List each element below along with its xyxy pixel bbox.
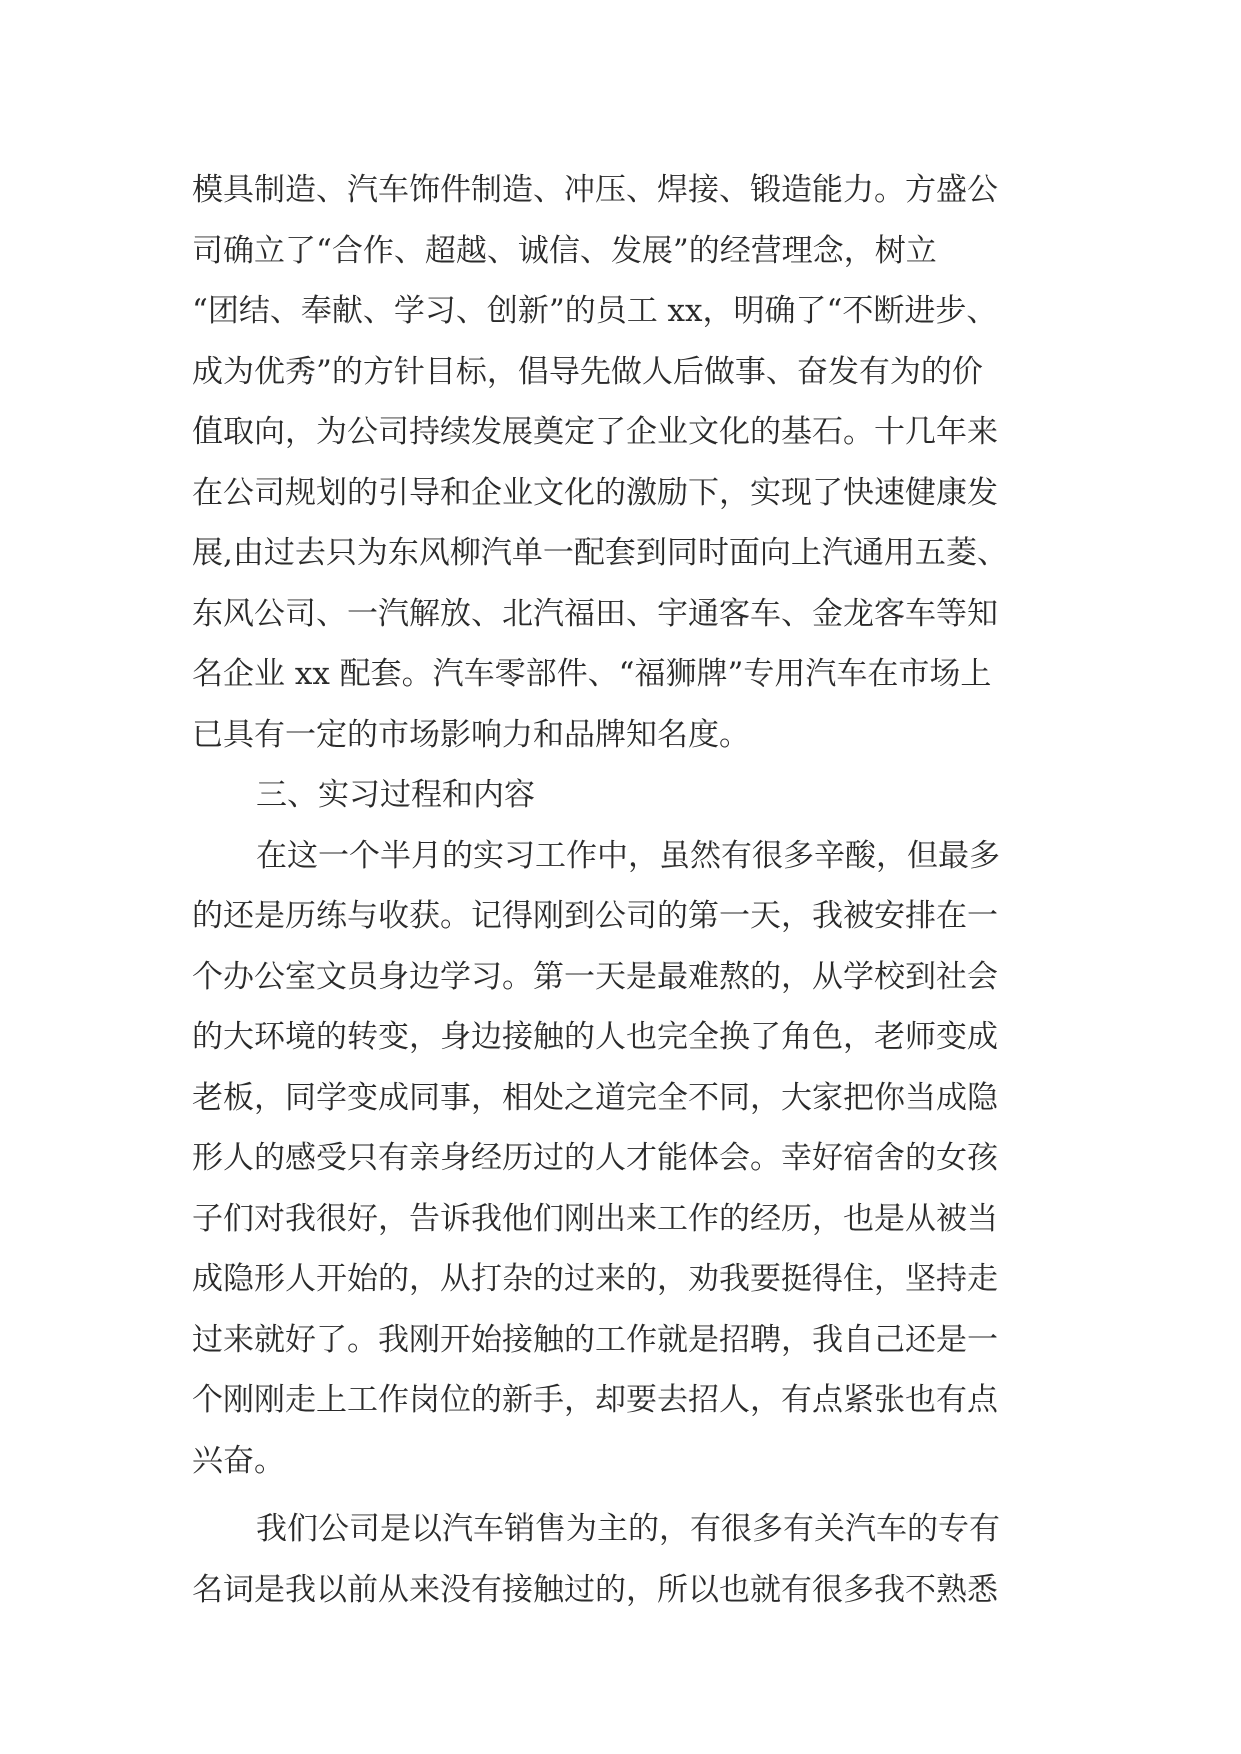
section-heading: 三、实习过程和内容 xyxy=(256,777,535,813)
text-line: 模具制造、汽车饰件制造、冲压、焊接、锻造能力。方盛公 xyxy=(192,172,998,208)
text-line: 展,由过去只为东风柳汽单一配套到同时面向上汽通用五菱、 xyxy=(192,535,1008,571)
text-line: 在公司规划的引导和企业文化的激励下，实现了快速健康发 xyxy=(192,474,998,511)
text-line: 老板，同学变成同事，相处之道完全不同，大家把你当成隐 xyxy=(192,1079,998,1116)
document-body xyxy=(192,160,1072,1620)
text-line: 个刚刚走上工作岗位的新手，却要去招人，有点紧张也有点 xyxy=(192,1382,998,1418)
paragraph-first-line: 在这一个半月的实习工作中，虽然有很多辛酸，但最多 xyxy=(256,837,1000,874)
paragraph-spacer xyxy=(192,1491,1072,1499)
text-line: 已具有一定的市场影响力和品牌知名度。 xyxy=(192,716,750,753)
text-line: 个办公室文员身边学习。第一天是最难熬的，从学校到社会 xyxy=(192,958,998,995)
text-line: 司确立了“合作、超越、诚信、发展”的经营理念，树立 xyxy=(192,232,937,269)
text-line: 过来就好了。我刚开始接触的工作就是招聘，我自己还是一 xyxy=(192,1321,998,1358)
text-line: 子们对我很好，告诉我他们刚出来工作的经历，也是从被当 xyxy=(192,1200,998,1237)
text-line: “团结、奉献、学习、创新”的员工 xx，明确了“不断进步、 xyxy=(192,293,998,329)
text-line: 成为优秀”的方针目标，倡导先做人后做事、奋发有为的价 xyxy=(192,353,983,390)
text-line: 名企业 xx 配套。汽车零部件、“福狮牌”专用汽车在市场上 xyxy=(192,656,992,692)
text-line: 值取向，为公司持续发展奠定了企业文化的基石。十几年来 xyxy=(192,414,998,450)
text-line: 成隐形人开始的，从打杂的过来的，劝我要挺得住，坚持走 xyxy=(192,1261,998,1297)
text-line: 名词是我以前从来没有接触过的，所以也就有很多我不熟悉 xyxy=(192,1571,998,1608)
text-line: 的还是历练与收获。记得刚到公司的第一天，我被安排在一 xyxy=(192,898,998,934)
text-line: 形人的感受只有亲身经历过的人才能体会。幸好宿舍的女孩 xyxy=(192,1140,998,1176)
text-line: 兴奋。 xyxy=(192,1442,285,1479)
text-line: 东风公司、一汽解放、北汽福田、宇通客车、金龙客车等知 xyxy=(192,595,998,632)
text-line: 的大环境的转变，身边接触的人也完全换了角色，老师变成 xyxy=(192,1019,998,1055)
paragraph-first-line: 我们公司是以汽车销售为主的，有很多有关汽车的专有 xyxy=(256,1511,1000,1547)
